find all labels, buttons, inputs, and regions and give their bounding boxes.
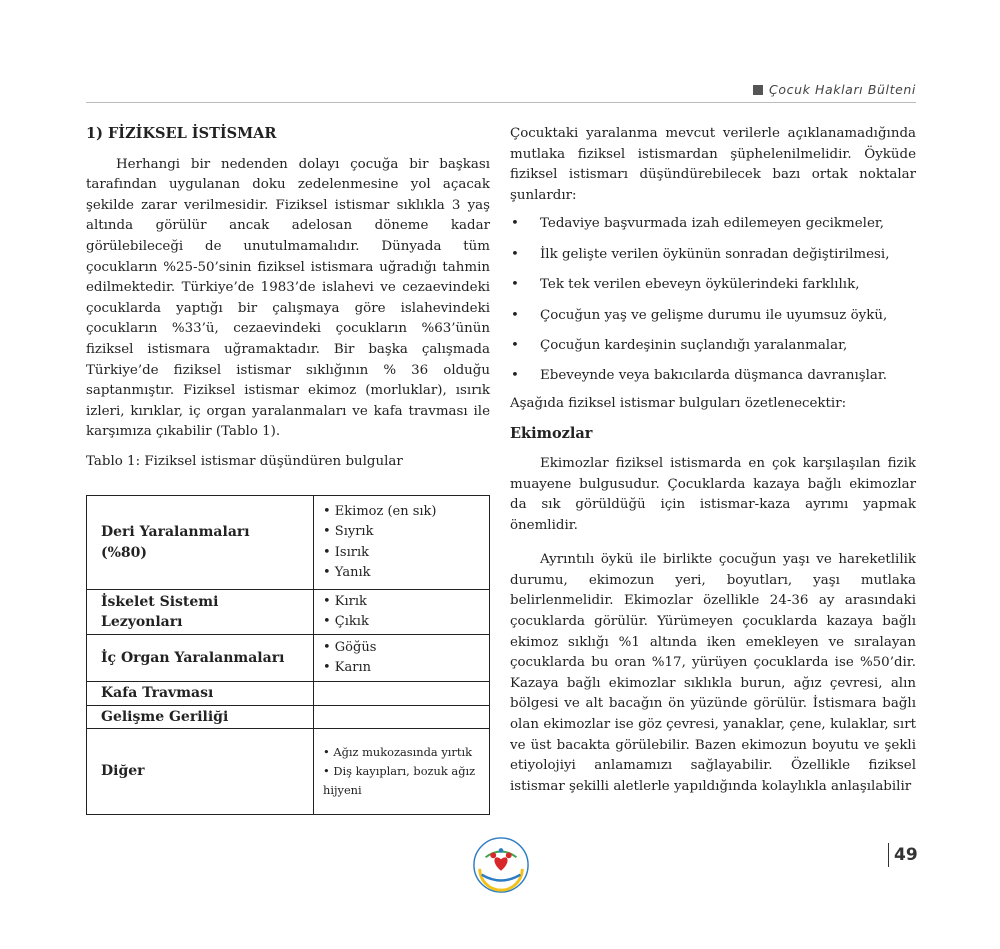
bullet-icon: • bbox=[511, 337, 519, 353]
table-row-label: Diğer bbox=[87, 729, 314, 815]
page-number: 49 bbox=[888, 843, 918, 867]
ekimoz-paragraph-1: Ekimozlar fiziksel istismarda en çok karşılaşılan fizik muayene bulgusudur. Çocuklarda kazaya bağlı ekimozlar da sık görüldüğü için istismar-kaza ayrımı yapmak önemlidir. bbox=[510, 455, 916, 533]
summary-line: Aşağıda fiziksel istismar bulguları özetlenecektir: bbox=[510, 395, 847, 411]
running-header bbox=[86, 82, 916, 102]
table-row bbox=[87, 590, 490, 635]
list-item: • Ebeveynde veya bakıcılarda düşmanca davranışlar. bbox=[510, 366, 916, 387]
table-row-values: • Ağız mukozasında yırtık • Diş kayıpları, bozuk ağız hijyeni bbox=[314, 729, 490, 815]
table-row bbox=[87, 635, 490, 682]
table-caption: Tablo 1: Fiziksel istismar düşündüren bulgular bbox=[86, 453, 403, 469]
figure-head-icon bbox=[506, 852, 512, 858]
table-row-label: İskelet Sistemi Lezyonları bbox=[87, 590, 314, 635]
table-row-values bbox=[314, 682, 490, 706]
right-column bbox=[510, 124, 916, 797]
bullet-icon: • bbox=[511, 307, 519, 323]
table-row bbox=[87, 496, 490, 590]
figure-head-icon bbox=[499, 848, 504, 853]
list-item: • Çocuğun yaş ve gelişme durumu ile uyumsuz öykü, bbox=[510, 306, 916, 327]
table-row-values: • Ekimoz (en sık) • Sıyrık • Isırık • Yanık bbox=[314, 496, 490, 590]
history-intro: Çocuktaki yaralanma mevcut verilerle açıklanamadığında mutlaka fiziksel istismardan şüphelenilmelidir. Öyküde fiziksel istismarı düşündürebilecek bazı ortak noktalar şunlardır: bbox=[510, 126, 916, 203]
table-row bbox=[87, 729, 490, 815]
list-item: • Tedaviye başvurmada izah edilemeyen gecikmeler, bbox=[510, 214, 916, 235]
table-row-values: • Göğüs • Karın bbox=[314, 635, 490, 682]
bullet-icon: • bbox=[511, 246, 519, 262]
header-title: Çocuk Hakları Bülteni bbox=[769, 82, 916, 97]
table-row-label: İç Organ Yaralanmaları bbox=[87, 635, 314, 682]
bullet-icon: • bbox=[511, 277, 519, 293]
table-row-values bbox=[314, 705, 490, 729]
table-row bbox=[87, 705, 490, 729]
subheading-ekimozlar: Ekimozlar bbox=[510, 425, 593, 443]
history-bullet-list bbox=[510, 214, 916, 387]
intro-paragraph: Herhangi bir nedenden dolayı çocuğa bir başkası tarafından uygulanan doku zedelenmesine yol açacak şekilde zarar verilmesidir. Fiziksel istismar sıklıkla 3 yaş altında görülür ancak adelosan döneme kadar görülebileceği de unutulmamalıdır. Dünyada tüm çocukların %25-50’sinin fiziksel istismara uğradığı tahmin edilmektedir. Türkiye’de 1983’de islahevi ve cezaevindeki çocuklarda yaptığı bir çalışmaya göre islahevindeki çocukların %33’ü, cezaevindeki çocukların %63’ünün fiziksel istismara uğramaktadır. Bir başka çalışmada Türkiye’de fiziksel istismar sıklığının % 36 olduğu saptanmıştır. Fiziksel istismar ekimoz (morluklar), ısırık izleri, kırıklar, iç organ yaralanmaları ve kafa travması ile karşımıza çıkabilir (Tablo 1). bbox=[86, 156, 490, 440]
table-row-label: Gelişme Geriliği bbox=[87, 705, 314, 729]
list-item: • Çocuğun kardeşinin suçlandığı yaralanmalar, bbox=[510, 336, 916, 357]
bullet-icon: • bbox=[511, 368, 519, 384]
table-row bbox=[87, 682, 490, 706]
square-icon bbox=[753, 85, 763, 95]
table-row-label: Kafa Travması bbox=[87, 682, 314, 706]
figure-head-icon bbox=[490, 852, 496, 858]
header-rule bbox=[86, 102, 916, 103]
org-logo bbox=[472, 836, 530, 894]
section-title: 1) FİZİKSEL İSTİSMAR bbox=[86, 125, 277, 142]
bullet-icon: • bbox=[511, 216, 519, 232]
ekimoz-paragraph-2: Ayrıntılı öykü ile birlikte çocuğun yaşı ve hareketlilik durumu, ekimozun yeri, boyutları, yaşı mutlaka belirlenmelidir. Ekimozlar özellikle 24-36 ay arasındaki çocuklarda görülür. Yürümeyen çocuklarda kazaya bağlı ekimoz sıklığı %1 altında iken emekleyen ve sıralayan çocuklarda bu oran %17, yürüyen çocuklarda ise %50’dir. Kazaya bağlı ekimozlar sıklıkla burun, ağız çevresi, alın bölgesi ve alt bacağın ön yüzünde görülür. İstismara bağlı olan ekimozlar ise göz çevresi, yanaklar, çene, kulaklar, sırt ve üst bacakta görülebilir. Bazen ekimozun boyutu ve şekli etiyolojiyi anlamamızı sağlayabilir. Özellikle fiziksel istismar şekilli aletlerle yapıldığında kolaylıkla anlaşılabilir bbox=[510, 552, 916, 794]
table-row-values: • Kırık • Çıkık bbox=[314, 590, 490, 635]
findings-table bbox=[86, 495, 490, 815]
list-item: • İlk gelişte verilen öykünün sonradan değiştirilmesi, bbox=[510, 245, 916, 266]
left-column bbox=[86, 124, 490, 473]
table-row-label: Deri Yaralanmaları (%80) bbox=[87, 496, 314, 590]
list-item: • Tek tek verilen ebeveyn öykülerindeki farklılık, bbox=[510, 275, 916, 296]
